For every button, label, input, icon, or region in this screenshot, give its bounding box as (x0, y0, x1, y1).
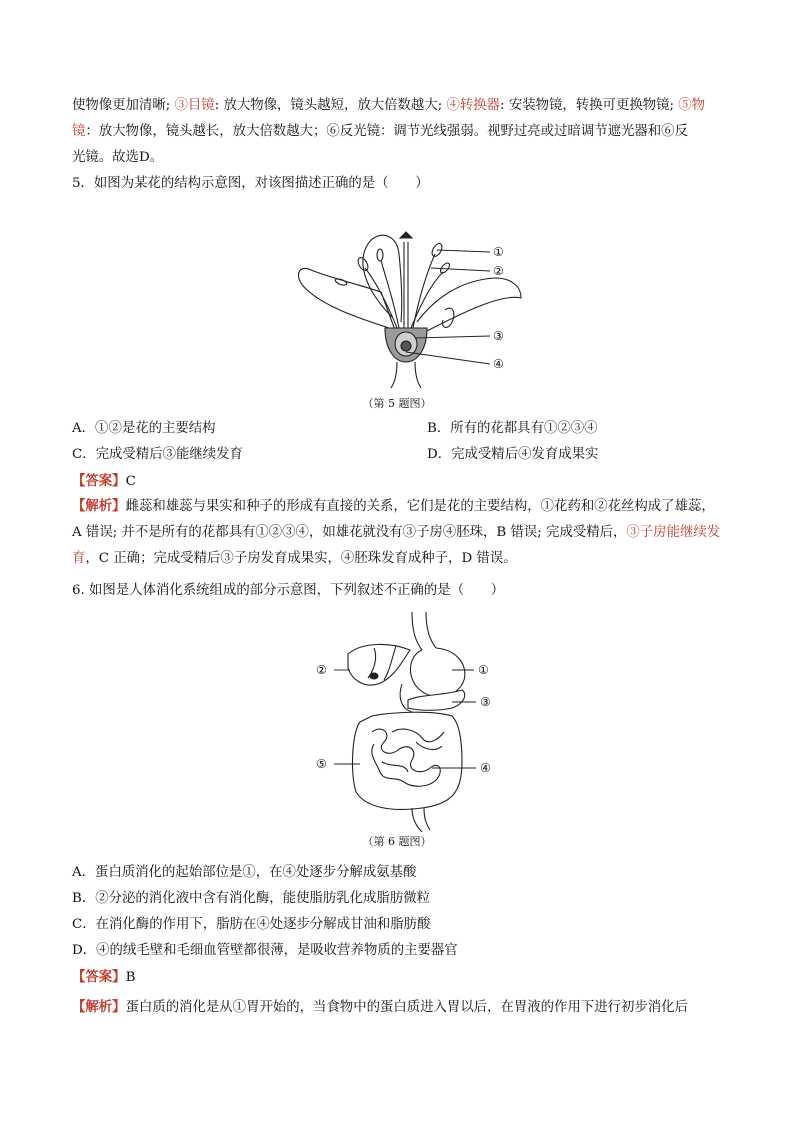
digestive-label-3: ③ (480, 695, 491, 709)
digestive-label-5: ⑤ (316, 757, 327, 771)
digestive-system-diagram (312, 612, 502, 832)
q6-stem: 6. 如图是人体消化系统组成的部分示意图，下列叙述不正确的是（ ） (72, 583, 505, 598)
flower-label-4: ④ (493, 357, 504, 371)
q6-analysis: 【解析】蛋白质的消化是从①胃开始的，当食物中的蛋白质进入胃以后，在胃液的作用下进行初步消化后 (72, 999, 688, 1015)
q5-option-a[interactable]: A．①②是花的主要结构 (72, 421, 216, 436)
flower-label-1: ① (493, 245, 504, 259)
q6-option-a[interactable]: A．蛋白质消化的起始部位是①，在④处逐步分解成氨基酸 (72, 865, 417, 880)
q5-caption: （第 5 题图） (362, 397, 432, 410)
q5-answer: 【答案】C (72, 473, 136, 489)
flower-label-3: ③ (493, 329, 504, 343)
flower-diagram (285, 228, 525, 388)
digestive-label-4: ④ (480, 761, 491, 775)
q5-analysis: 【解析】雌蕊和雄蕊与果实和种子的形成有直接的关系，它们是花的主要结构，①花药和②花丝构成了雄蕊，A 错误; 并不是所有的花都具有①②③④，如雄花就没有③子房④胚珠，B 错误; 完成受精后，③子房能继续发育，C 正确；完成受精后③子房发育成果实，④胚珠发育成种子，D 错误。 (72, 498, 721, 566)
q6-option-d[interactable]: D．④的绒毛壁和毛细血管壁都很薄，是吸收营养物质的主要器官 (72, 943, 458, 958)
q5-stem: 5．如图为某花的结构示意图，对该图描述正确的是（ ） (72, 176, 429, 191)
q6-answer: 【答案】B (72, 969, 136, 985)
q6-caption: （第 6 题图） (362, 835, 432, 848)
flower-label-2: ② (493, 264, 504, 278)
digestive-label-1: ① (478, 663, 489, 677)
intro-line-1: 使物像更加清晰; ③目镜: 放大物像，镜头越短，放大倍数越大; ④转换器: 安装物镜，转换可更换物镜; ⑤物 (72, 98, 706, 113)
q5-option-c[interactable]: C．完成受精后③能继续发育 (72, 447, 243, 462)
intro-line-2: 镜：放大物像，镜头越长，放大倍数越大；⑥反光镜：调节光线强弱。视野过亮或过暗调节遮光器和⑥反 (72, 124, 688, 139)
q6-option-b[interactable]: B．②分泌的消化液中含有消化酶，能使脂肪乳化成脂肪微粒 (72, 891, 430, 906)
q6-option-c[interactable]: C．在消化酶的作用下，脂肪在④处逐步分解成甘油和脂肪酸 (72, 917, 431, 932)
q5-option-b[interactable]: B．所有的花都具有①②③④ (427, 421, 598, 436)
q5-option-d[interactable]: D．完成受精后④发育成果实 (427, 447, 599, 462)
digestive-label-2: ② (316, 663, 327, 677)
intro-line-3: 光镜。故选D。 (72, 150, 164, 165)
